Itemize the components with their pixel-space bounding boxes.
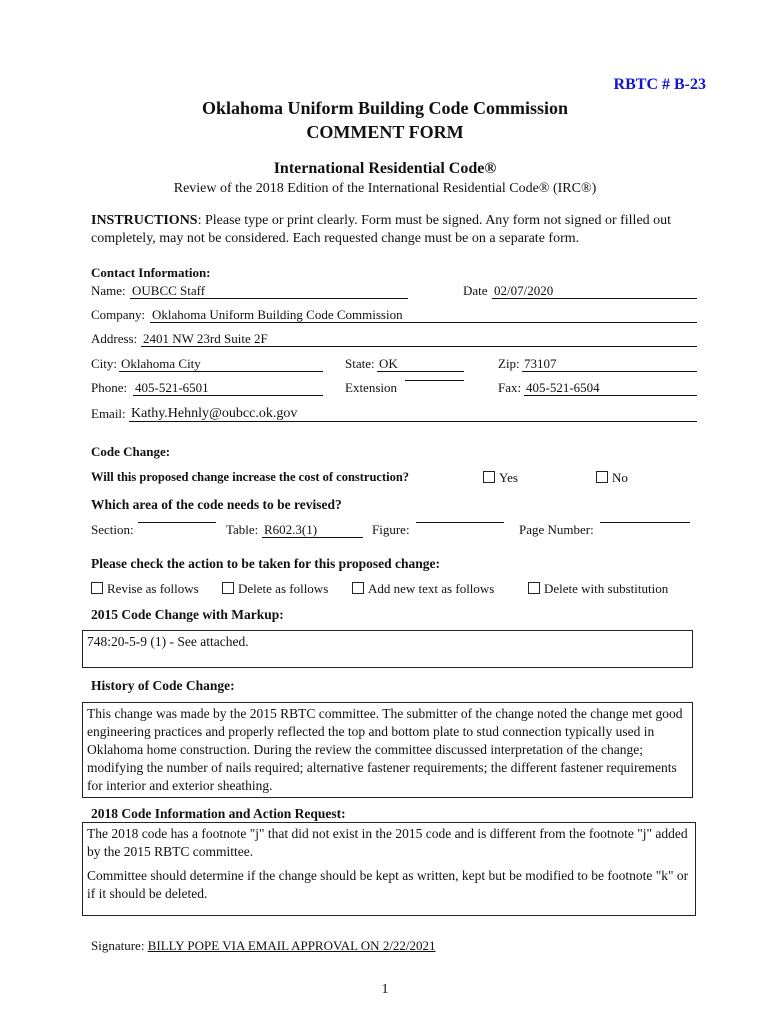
figure-label: Figure: (372, 522, 410, 537)
markup-heading: 2015 Code Change with Markup: (91, 607, 284, 622)
info2018-para2: Committee should determine if the change should be kept as written, kept but be modified to be footnote "k" or if it should be deleted. (87, 868, 689, 901)
review-subtitle: Review of the 2018 Edition of the International Residential Code® (IRC®) (173, 181, 597, 196)
email-field[interactable]: Kathy.Hehnly@oubcc.ok.gov (129, 406, 697, 422)
code-title: International Residential Code® (273, 160, 497, 177)
form-reference: RBTC # B-23 (613, 76, 706, 93)
section-label: Section: (91, 522, 134, 537)
section-field[interactable] (138, 522, 216, 523)
revise-label: Revise as follows (107, 581, 199, 596)
fax-field[interactable]: 405-521-6504 (524, 380, 697, 396)
phone-field[interactable]: 405-521-6501 (133, 380, 323, 396)
table-field[interactable]: R602.3(1) (262, 522, 363, 538)
state-field[interactable]: OK (377, 356, 464, 372)
instructions-label: INSTRUCTIONS (91, 213, 198, 228)
fax-label: Fax: (498, 380, 522, 395)
extension-field[interactable] (405, 380, 464, 381)
date-field[interactable]: 02/07/2020 (492, 283, 697, 299)
phone-label: Phone: (91, 380, 128, 395)
address-field[interactable]: 2401 NW 23rd Suite 2F (141, 331, 697, 347)
area-question: Which area of the code needs to be revised? (91, 497, 342, 512)
extension-label: Extension (345, 380, 397, 395)
email-label: Email: (91, 406, 126, 421)
add-new-label: Add new text as follows (368, 581, 495, 596)
name-label: Name: (91, 283, 126, 298)
signature-field[interactable]: BILLY POPE VIA EMAIL APPROVAL ON 2/22/2021 (147, 938, 436, 953)
page-number-label: Page Number: (519, 522, 594, 537)
revise-checkbox[interactable] (91, 582, 103, 594)
add-new-checkbox[interactable] (352, 582, 364, 594)
state-label: State: (345, 356, 375, 371)
company-field[interactable]: Oklahoma Uniform Building Code Commission (150, 307, 697, 323)
delete-label: Delete as follows (238, 581, 329, 596)
city-label: City: (91, 356, 118, 371)
info2018-para1: The 2018 code has a footnote "j" that did not exist in the 2015 code and is different from the footnote "j" added by the 2015 RBTC committee. (87, 826, 688, 859)
markup-textbox[interactable]: 748:20-5-9 (1) - See attached. (82, 630, 693, 668)
history-heading: History of Code Change: (91, 678, 235, 693)
date-label: Date (463, 283, 488, 298)
address-label: Address: (91, 331, 138, 346)
action-revise[interactable] (91, 581, 199, 597)
figure-field[interactable] (416, 522, 504, 523)
code-change-heading: Code Change: (91, 444, 171, 459)
no-label: No (612, 470, 628, 485)
delete-substitution-label: Delete with substitution (544, 581, 669, 596)
delete-substitution-checkbox[interactable] (528, 582, 540, 594)
info2018-heading: 2018 Code Information and Action Request: (91, 806, 346, 821)
zip-field[interactable]: 73107 (522, 356, 697, 372)
signature-line (91, 938, 436, 954)
page-number: 1 (381, 982, 389, 997)
no-checkbox[interactable] (596, 471, 608, 483)
history-textbox[interactable]: This change was made by the 2015 RBTC committee. The submitter of the change noted the change met good engineering practices and properly reflected the top and bottom plate to stud connection typically used in Oklahoma home construction. During the review the committee discussed interpretation of the change; modifying the number of nails required; alternative fastener requirements; the different fastener requirements for interior and exterior sheathing. (82, 702, 693, 798)
instructions (91, 212, 701, 248)
signature-label: Signature: (91, 938, 145, 953)
info2018-textbox[interactable] (82, 822, 696, 916)
action-question: Please check the action to be taken for this proposed change: (91, 556, 440, 571)
cost-question: Will this proposed change increase the cost of construction? (91, 470, 410, 484)
no-option[interactable] (596, 470, 628, 486)
company-label: Company: (91, 307, 146, 322)
action-delete-substitution[interactable] (528, 581, 668, 597)
yes-label: Yes (499, 470, 518, 485)
name-field[interactable]: OUBCC Staff (130, 283, 408, 299)
city-field[interactable]: Oklahoma City (119, 356, 323, 372)
page-number-field[interactable] (600, 522, 690, 523)
action-add-new[interactable] (352, 581, 494, 597)
action-delete[interactable] (222, 581, 328, 597)
form-title: COMMENT FORM (306, 122, 464, 142)
yes-option[interactable] (483, 470, 518, 486)
table-label: Table: (226, 522, 259, 537)
organization-title: Oklahoma Uniform Building Code Commission (201, 98, 569, 118)
zip-label: Zip: (498, 356, 520, 371)
instructions-text: : Please type or print clearly. Form must be signed. Any form not signed or filled out completely, may not be considered. Each requested change must be on a separate form. (91, 213, 672, 246)
delete-checkbox[interactable] (222, 582, 234, 594)
contact-heading: Contact Information: (91, 265, 211, 280)
yes-checkbox[interactable] (483, 471, 495, 483)
